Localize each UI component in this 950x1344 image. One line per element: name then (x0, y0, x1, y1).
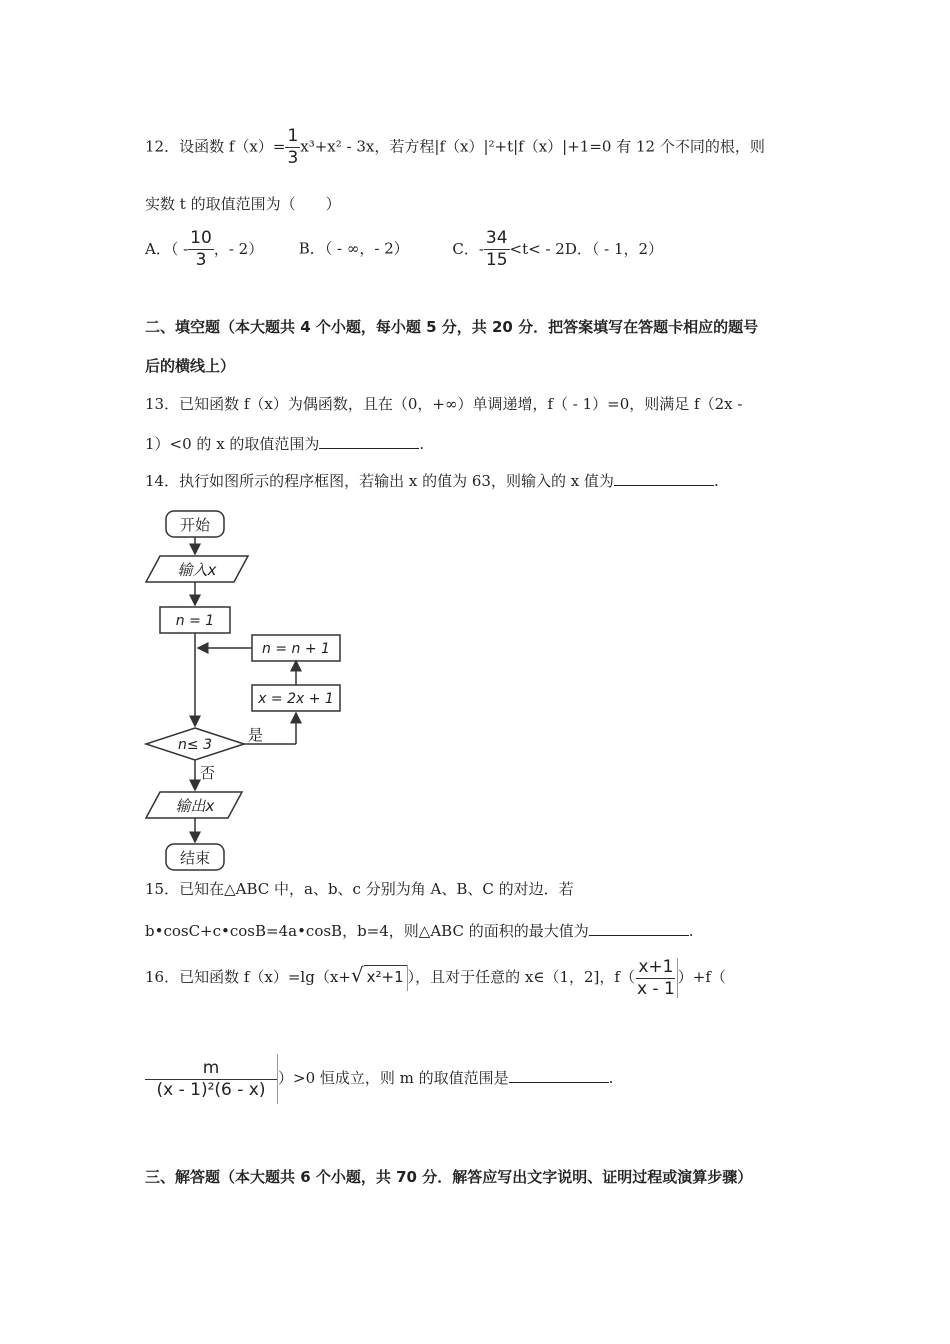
no-label: 否 (200, 764, 216, 782)
q12-equation: x³+x² ‑ 3x，若方程|f（x）|²+t|f（x）|+1=0 有 12 个不同的根，则 (300, 137, 765, 156)
section2-heading: 二、填空题（本大题共 4 个小题，每小题 5 分，共 20 分．把答案填写在答题卡相应的题号 (145, 318, 759, 336)
q15-line1: 15．已知在△ABC 中，a、b、c 分别为角 A、B、C 的对边．若 (145, 880, 574, 898)
option-a: A．（ ‑ $\frac{10}{3}$ ，‑ 2） (145, 228, 264, 270)
update-label: x = 2x + 1 (258, 691, 334, 707)
yes-label: 是 (248, 726, 264, 744)
increment-label: n = n + 1 (262, 641, 330, 657)
q16-line2: $\frac{m}{\text{(x - 1)²(6 - x)}}$ ）>0 恒成立，则 m 的取值范围是 . (145, 1054, 613, 1104)
q13-line1: 13．已知函数 f（x）为偶函数，且在（0，+∞）单调递增，f（ ‑ 1）=0，则满足 f（2x ‑ (145, 395, 743, 413)
q12-fraction: $\frac{1}{3}$ (287, 126, 299, 168)
q14-line: 14．执行如图所示的程序框图，若输出 x 的值为 63，则输入的 x 值为 . (145, 472, 719, 490)
q13-answer-blank[interactable] (319, 434, 419, 449)
q13-line2: 1）<0 的 x 的取值范围为 . (145, 435, 425, 453)
program-flowchart (142, 506, 347, 874)
init-label: n = 1 (175, 613, 215, 629)
option-b: B．（ ‑ ∞，‑ 2） (298, 239, 409, 258)
q16-answer-blank[interactable] (509, 1068, 609, 1083)
section3-heading: 三、解答题（本大题共 6 个小题，共 70 分．解答应写出文字说明、证明过程或演算步骤） (145, 1168, 753, 1186)
q12-stem: 12．设函数 f（x）= (145, 137, 286, 156)
input-label: 输入x (177, 561, 217, 579)
q12-options (145, 230, 663, 269)
output-label: 输出x (175, 797, 215, 815)
q14-answer-blank[interactable] (614, 471, 714, 486)
start-label: 开始 (179, 516, 211, 534)
section2-heading-cont: 后的横线上） (145, 357, 236, 375)
q12-line2: 实数 t 的取值范围为（ ） (145, 195, 341, 213)
q12-line1 (145, 128, 765, 167)
sqrt-expression: √ (350, 963, 364, 987)
option-c: C．‑ $\frac{34}{15}$ <t< ‑ 2D．（ ‑ 1，2） (452, 228, 664, 270)
q16-line1: 16．已知函数 f（x）=lg（x+√ x²+1 ），且对于任意的 x∈（1，2]，f（ $\frac{x+1}{x - 1}$ ）+f（ (145, 956, 726, 999)
end-label: 结束 (179, 849, 211, 867)
q15-answer-blank[interactable] (589, 921, 689, 936)
q16-fraction-1: $\frac{x+1}{x - 1}$ (636, 956, 675, 999)
condition-label: n≤ 3 (178, 737, 212, 753)
q16-fraction-2: $\frac{m}{\text{(x - 1)²(6 - x)}}$ (145, 1060, 277, 1099)
q15-line2: b•cosC+c•cosB=4a•cosB，b=4，则△ABC 的面积的最大值为 . (145, 922, 694, 940)
